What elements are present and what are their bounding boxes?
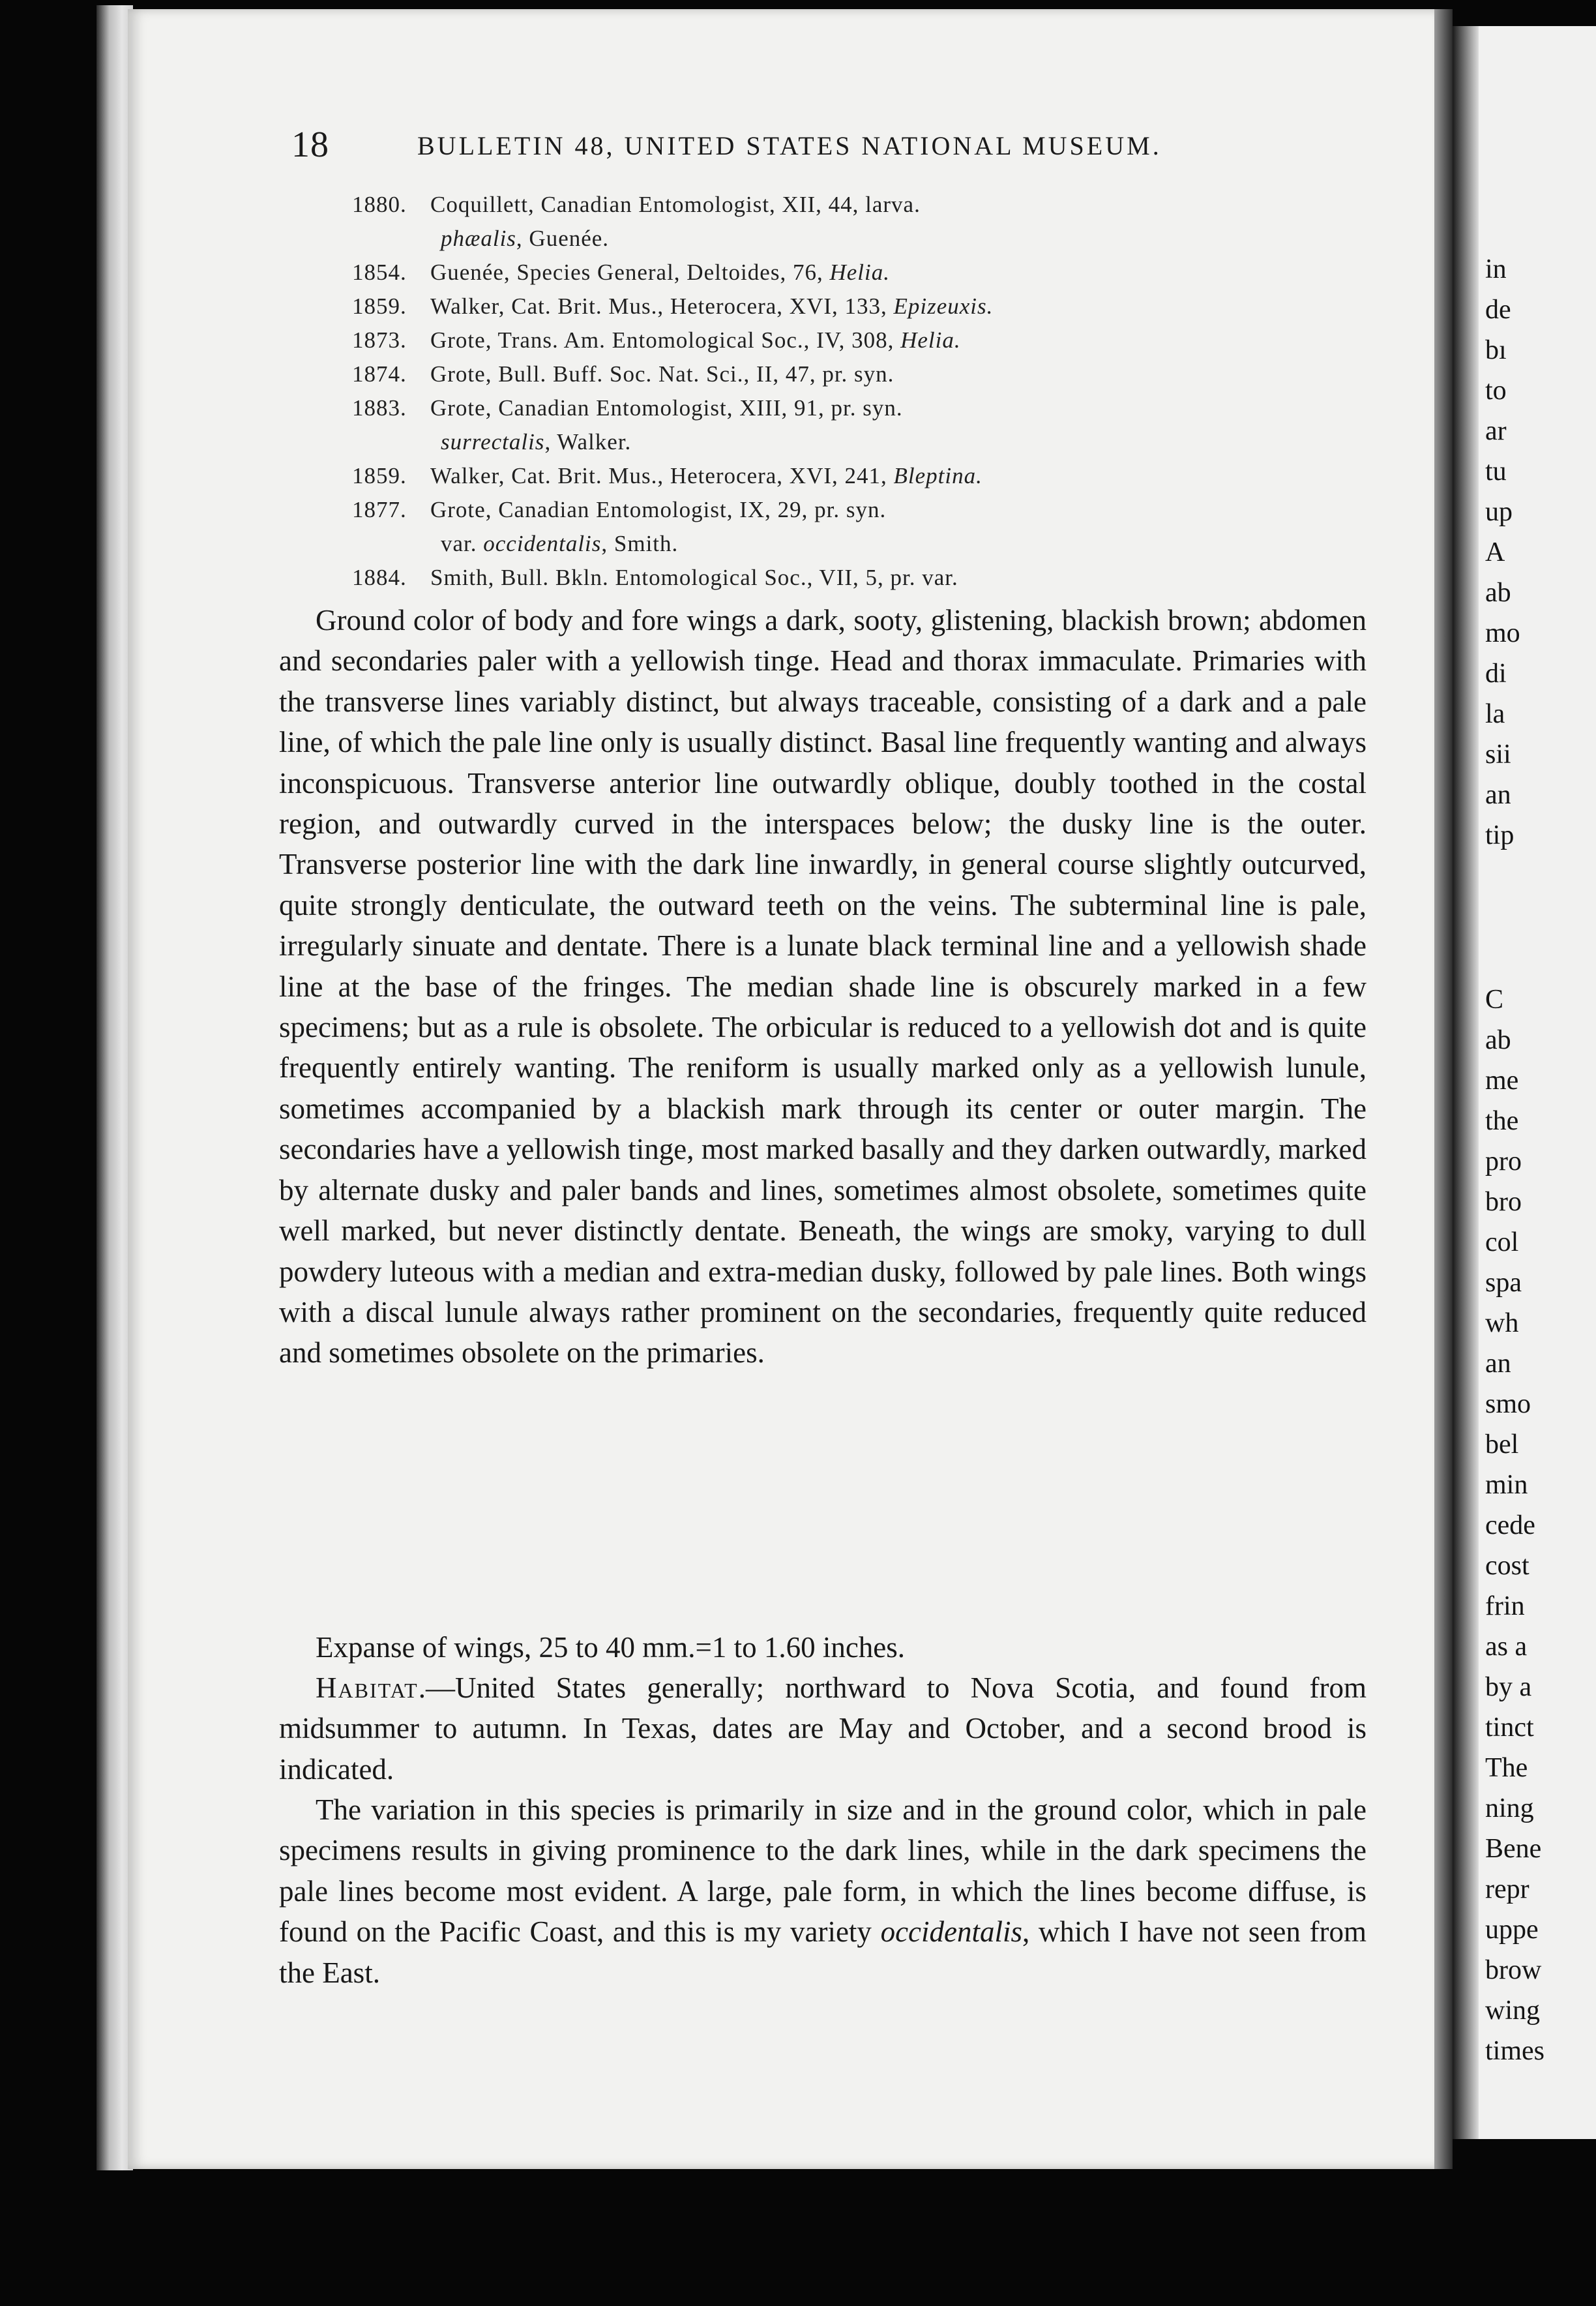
variety-name (352, 532, 678, 555)
facing-fragment: col (1485, 1227, 1519, 1257)
facing-fragment: tu (1485, 457, 1507, 487)
facing-fragment: min (1485, 1470, 1528, 1500)
facing-fragment: ab (1485, 578, 1511, 608)
synonymy-year: 1873. (352, 327, 407, 353)
synonymy-entry (352, 261, 890, 284)
synonymy-genus: Bleptina. (893, 463, 983, 488)
facing-fragment: in (1485, 254, 1507, 284)
running-head: BULLETIN 48, UNITED STATES NATIONAL MUSEUM. (417, 131, 1162, 160)
facing-fragment: by a (1485, 1672, 1532, 1702)
facing-fragment: uppe (1485, 1915, 1539, 1945)
synonymy-year: 1880. (352, 192, 407, 217)
synonymy-genus: Helia. (829, 260, 890, 285)
synonymy-genus: Helia. (900, 327, 961, 353)
facing-fragment: ning (1485, 1793, 1534, 1823)
description-paragraph: Ground color of body and fore wings a dark, sooty, glistening, blackish brown; abdomen and secondaries paler with a yellowish tinge. Head and thorax immaculate. Primaries with the transverse lines variably distinct, but always traceable, consisting of a dark and a pale line, of which the pale line only is usually distinct. Basal line frequently wanting and always inconspicuous. Transverse anterior line outwardly oblique, doubly toothed in the costal region, and outwardly curved in the interspaces below; the dusky line is the outer. Transverse posterior line with the dark line inwardly, in general course slightly outcurved, quite strongly denticulate, the outward teeth on the veins. The subterminal line is pale, irregularly sinuate and dentate. There is a lunate black terminal line and a yellowish shade line at the base of the fringes. The median shade line is obscurely marked in a few specimens; but as a rule is obsolete. The orbicular is reduced to a yellowish dot and is quite frequently entirely wanting. The reniform is usually marked only as a yellowish lunule, sometimes accompanied by a blackish mark through its center or outer margin. The secondaries have a yellowish tinge, most marked basally and they darken outwardly, marked by alternate dusky and paler bands and lines, sometimes almost obsolete, sometimes quite well marked, but never distinctly dentate. Beneath, the wings are smoky, varying to dull powdery luteous with a median and extra-median dusky, followed by pale lines. Both wings with a discal lunule always rather prominent on the secondaries, frequently quite reduced and sometimes obsolete on the primaries. (279, 604, 1367, 1370)
facing-fragment: wh (1485, 1308, 1519, 1338)
facing-fragment: Bene (1485, 1834, 1542, 1864)
variety-author: , Smith. (601, 531, 679, 556)
variation-text: The variation in this species is primarily in size and in the ground color, which in pale specimens results in giving prominence to the dark lines, while in the dark specimens the pale lines become most evident. A large, pale form, in which the lines become diffuse, is found on the Pacific Coast, and this is my variety (279, 1793, 1367, 1949)
facing-fragment: tinct (1485, 1713, 1534, 1743)
facing-fragment: bro (1485, 1187, 1522, 1217)
synonymy-genus: Epizeuxis. (893, 293, 994, 319)
synonymy-entry (352, 397, 903, 419)
synonymy-entry (352, 193, 921, 216)
facing-fragment: A (1485, 537, 1505, 567)
synonym-taxon: phæalis (441, 226, 516, 251)
facing-fragment: up (1485, 497, 1513, 527)
variation-taxon: occidentalis (880, 1915, 1023, 1949)
facing-fragment: to (1485, 376, 1507, 406)
synonymy-year: 1854. (352, 260, 407, 285)
book-gutter (1434, 9, 1453, 2169)
synonymy-citation: Grote, Bull. Buff. Soc. Nat. Sci., II, 47, pr. syn. (430, 361, 894, 387)
facing-fragment: frin (1485, 1591, 1525, 1621)
facing-fragment: la (1485, 699, 1505, 729)
synonymy-citation: Walker, Cat. Brit. Mus., Heterocera, XVI, 241, (430, 463, 894, 488)
synonymy-entry (352, 464, 983, 487)
facing-fragment: C (1485, 985, 1504, 1015)
synonymy-year: 1859. (352, 463, 407, 488)
variation-end: , which I have not seen from the East. (279, 1915, 1367, 1989)
synonymy-citation: Coquillett, Canadian Entomologist, XII, 44, larva. (430, 192, 921, 217)
facing-fragment: di (1485, 659, 1507, 689)
facing-fragment: smo (1485, 1389, 1531, 1419)
synonymy-citation: Smith, Bull. Bkln. Entomological Soc., VII, 5, pr. var. (430, 565, 958, 590)
variation-paragraph (279, 1789, 1367, 1993)
facing-fragment: cede (1485, 1510, 1535, 1540)
facing-fragment: The (1485, 1753, 1528, 1783)
facing-page-gutter-shadow (1453, 26, 1479, 2139)
synonymy-year: 1877. (352, 497, 407, 522)
synonymy-citation: Guenée, Species General, Deltoides, 76, (430, 260, 830, 285)
synonymy-citation: Walker, Cat. Brit. Mus., Heterocera, XVI, 133, (430, 293, 894, 319)
synonymy-entry (352, 498, 886, 521)
facing-fragment: wing (1485, 1996, 1540, 2026)
synonymy-year: 1884. (352, 565, 407, 590)
facing-fragment: an (1485, 1349, 1511, 1379)
habitat-paragraph (279, 1668, 1367, 1789)
facing-fragment: cost (1485, 1551, 1530, 1581)
synonymy-year: 1883. (352, 395, 407, 421)
facing-fragment: the (1485, 1106, 1519, 1136)
synonymy-citation: Grote, Canadian Entomologist, XIII, 91, pr. syn. (430, 395, 903, 421)
synonymy-year: 1874. (352, 361, 407, 387)
habitat-text: .—United States generally; northward to Nova Scotia, and found from midsummer to autumn. In Texas, dates are May and October, and a second brood is indicated. (279, 1671, 1367, 1786)
facing-fragment: as a (1485, 1632, 1528, 1662)
synonym-taxon: surrectalis (441, 429, 545, 455)
facing-fragment: bı (1485, 335, 1507, 365)
synonymy-entry (352, 295, 993, 318)
synonym-author: , Walker. (544, 429, 632, 455)
synonym-name (352, 227, 609, 250)
facing-fragment: sii (1485, 740, 1511, 770)
facing-fragment: bel (1485, 1430, 1519, 1460)
synonymy-citation: Grote, Trans. Am. Entomological Soc., IV, 308, (430, 327, 901, 353)
facing-fragment: repr (1485, 1874, 1530, 1904)
habitat-label: Habitat (316, 1671, 419, 1704)
facing-fragment: de (1485, 295, 1511, 325)
facing-fragment: tip (1485, 820, 1515, 850)
facing-fragment: me (1485, 1066, 1519, 1096)
facing-fragment: brow (1485, 1955, 1542, 1985)
synonymy-year: 1859. (352, 293, 407, 319)
facing-fragment: times (1485, 2036, 1544, 2066)
variety-prefix: var. (441, 531, 484, 556)
facing-fragment: spa (1485, 1268, 1522, 1298)
page-number: 18 (291, 125, 329, 165)
expanse-paragraph: Expanse of wings, 25 to 40 mm.=1 to 1.60 inches. (316, 1631, 906, 1664)
synonymy-entry (352, 329, 961, 352)
synonymy-entry (352, 566, 958, 589)
facing-fragment: ar (1485, 416, 1507, 446)
facing-fragment: an (1485, 780, 1511, 810)
variety-taxon: occidentalis (483, 531, 602, 556)
facing-fragment: pro (1485, 1146, 1522, 1176)
facing-fragment: mo (1485, 618, 1520, 648)
synonym-name (352, 430, 631, 453)
synonymy-entry (352, 363, 894, 385)
facing-fragment: ab (1485, 1025, 1511, 1055)
synonym-author: , Guenée. (516, 226, 610, 251)
synonymy-citation: Grote, Canadian Entomologist, IX, 29, pr. syn. (430, 497, 887, 522)
